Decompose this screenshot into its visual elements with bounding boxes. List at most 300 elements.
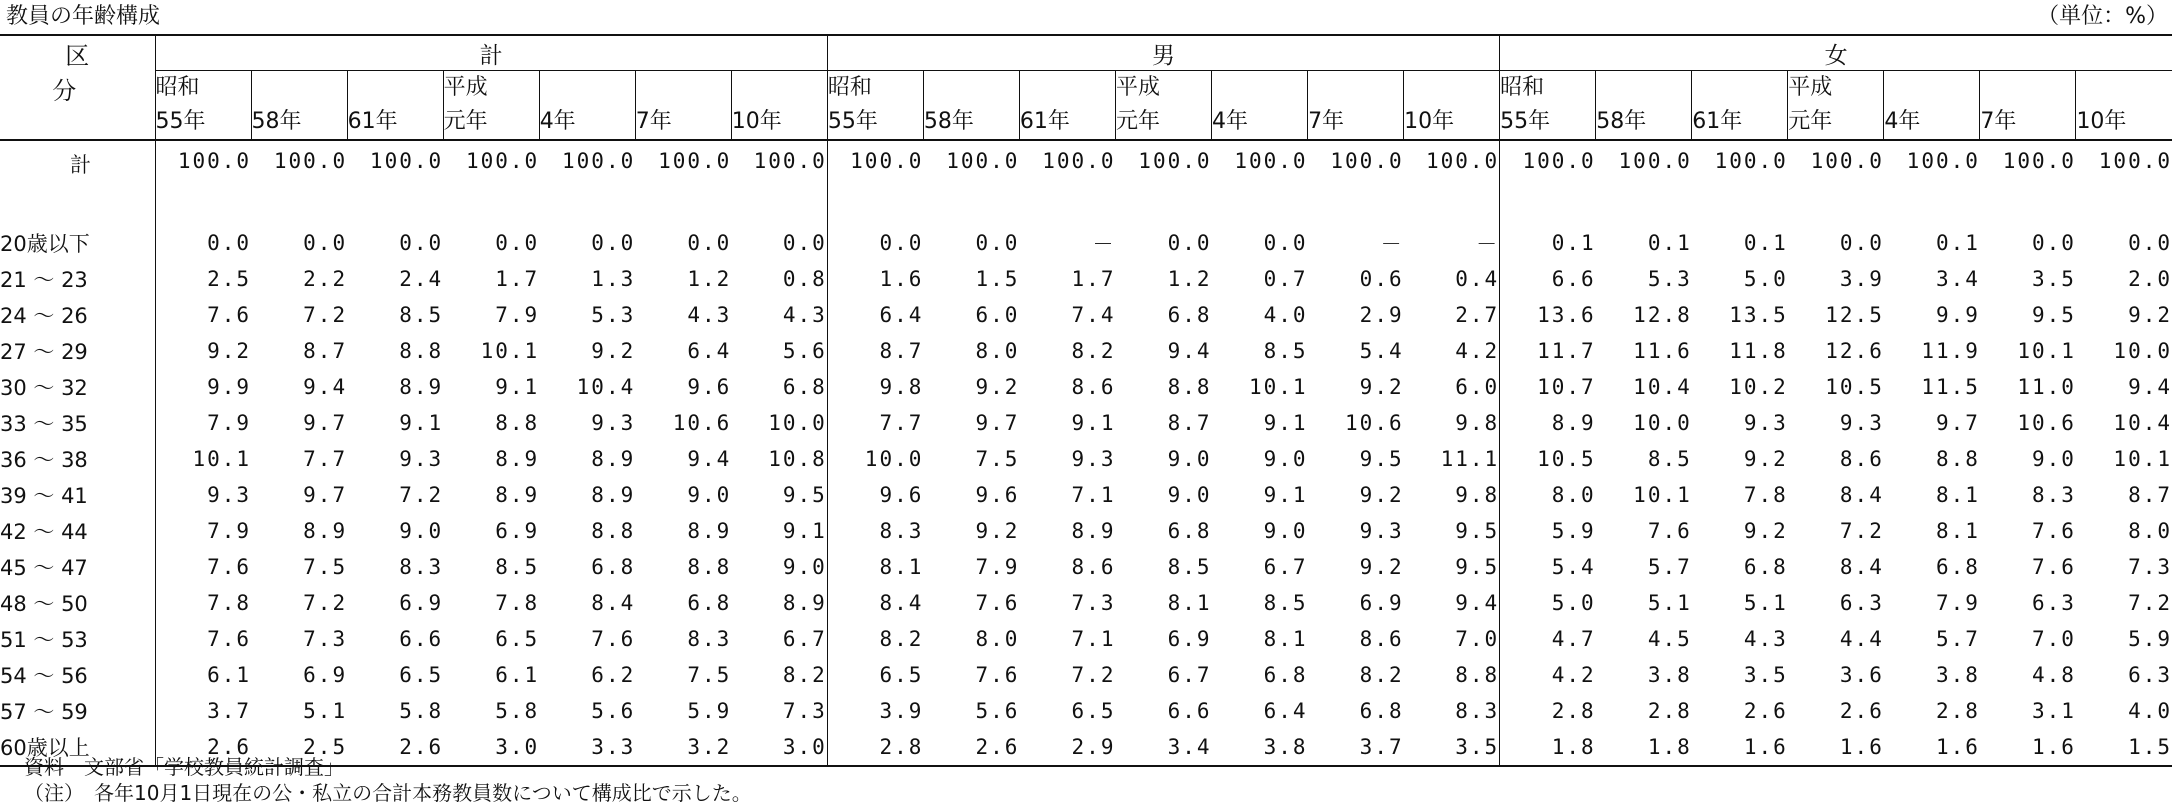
row-label: 計 [0,140,155,195]
year-header [1788,71,1884,141]
table-row [0,405,2172,441]
year-label: 4年 [539,109,576,134]
year-label: 7年 [1980,109,2017,134]
table-cell: 10.6 [1345,411,1404,435]
table-cell: 4.0 [1263,303,1308,327]
year-header [1692,71,1788,141]
table-cell: 3.4 [1115,729,1211,766]
table-cell: 5.4 [1359,339,1404,363]
table-cell: 1.6 [1692,729,1788,766]
year-era-label [1212,71,1307,105]
table-cell: 100.0 [1234,149,1308,173]
table-cell: 1.3 [591,267,636,291]
table-cell: 0.0 [975,231,1020,255]
year-label: 7年 [635,109,672,134]
table-cell: 5.0 [1500,585,1596,621]
table-cell: 6.8 [1167,519,1212,543]
table-cell: 4.2 [1500,657,1596,693]
spacer-cell [347,195,443,225]
row-label: 24 ～ 26 [0,297,155,333]
table-cell: 6.9 [1359,591,1404,615]
table-cell: 12.6 [1825,339,1884,363]
table-cell: － [1092,232,1116,256]
table-cell: 9.0 [782,555,827,579]
table-cell: 8.4 [591,591,636,615]
year-label: 61年 [1692,109,1743,134]
table-cell: 0.0 [1839,231,1884,255]
table-cell: 2.8 [1935,699,1980,723]
table-cell: 3.7 [1308,729,1404,766]
table-cell: 100.0 [1714,149,1788,173]
table-cell: 8.1 [827,549,923,585]
table-cell: 8.2 [827,621,923,657]
table-cell: 5.7 [1647,555,1692,579]
row-label: 21 ～ 23 [0,261,155,297]
table-cell: 8.2 [1359,663,1404,687]
table-cell: 5.6 [591,699,636,723]
table-cell: 100.0 [1810,149,1884,173]
table-cell: 8.8 [687,555,732,579]
table-cell: 1.2 [1167,267,1212,291]
table-cell: 5.7 [1935,627,1980,651]
table-cell: 9.6 [975,483,1020,507]
table-cell: 8.5 [495,555,540,579]
table-cell: 4.4 [1839,627,1884,651]
table-cell: 3.1 [2032,699,2076,723]
table-cell: 8.6 [1359,627,1404,651]
year-header [1500,71,1596,141]
table-cell: 6.7 [782,627,827,651]
table-cell: 8.8 [591,519,636,543]
table-cell: 6.4 [1263,699,1308,723]
table-cell: 9.2 [1743,447,1788,471]
table-cell: 3.5 [1743,663,1788,687]
year-header [827,71,923,141]
table-cell: 6.8 [591,555,636,579]
table-cell: 6.2 [591,663,636,687]
table-row [0,621,2172,657]
table-cell: 7.6 [975,663,1020,687]
table-cell: 8.1 [1935,483,1980,507]
year-era-label [1596,71,1691,105]
table-cell: 9.2 [1359,375,1404,399]
year-era-label [924,71,1019,105]
table-cell: 4.7 [1500,621,1596,657]
year-era-label [1692,71,1787,105]
table-cell: 100.0 [1500,140,1596,195]
table-cell: 8.2 [1071,339,1116,363]
year-header [347,71,443,141]
table-cell: 8.8 [399,339,444,363]
spacer-cell [1788,195,1884,225]
table-cell: 8.8 [1935,447,1980,471]
table-cell: 6.9 [399,591,444,615]
table-cell: 8.7 [1167,411,1212,435]
table-cell: 9.2 [975,375,1020,399]
table-cell: 2.5 [251,729,347,766]
spacer-cell [1980,195,2076,225]
table-row [0,693,2172,729]
table-cell: 6.7 [1263,555,1308,579]
table-cell: 7.5 [687,663,732,687]
table-cell: 9.9 [155,369,251,405]
spacer-cell [1884,195,1980,225]
table-cell: 2.8 [827,729,923,766]
table-cell: 8.3 [827,513,923,549]
table-cell: 8.9 [399,375,444,399]
table-row [0,297,2172,333]
table-cell: 4.5 [1647,627,1692,651]
table-cell: 10.0 [827,441,923,477]
table-cell: 8.4 [1839,483,1884,507]
table-cell: 1.6 [1884,729,1980,766]
table-cell: 7.6 [155,549,251,585]
year-label: 元年 [1115,109,1160,134]
table-cell: 5.4 [1500,549,1596,585]
table-cell: 9.2 [1359,555,1404,579]
year-era-label [1404,71,1499,105]
table-cell: 6.7 [1167,663,1212,687]
spacer-cell [1115,195,1211,225]
year-header [1980,71,2076,141]
table-cell: 6.5 [399,663,444,687]
table-cell: 9.8 [1455,483,1500,507]
table-cell: 2.6 [923,729,1019,766]
table-cell: 8.7 [303,339,348,363]
table-cell: 6.6 [1500,261,1596,297]
year-label: 58年 [251,109,302,134]
table-cell: 3.8 [1935,663,1980,687]
year-header-row [0,71,2172,141]
year-label: 58年 [923,109,974,134]
table-cell: 9.7 [303,483,348,507]
table-cell: 9.3 [399,447,444,471]
table-cell: 7.2 [1071,663,1116,687]
table-cell: 2.6 [1839,699,1884,723]
table-cell: 11.0 [2017,375,2076,399]
table-cell: 6.3 [1839,591,1884,615]
group-header-row [0,35,2172,71]
year-header [155,71,251,141]
table-cell: 9.1 [1263,483,1308,507]
table-cell: 6.8 [782,375,827,399]
table-cell: 2.4 [399,267,444,291]
table-cell: 7.3 [782,699,827,723]
table-cell: 3.7 [155,693,251,729]
table-cell: 9.6 [687,375,732,399]
table-cell: 7.4 [1071,303,1116,327]
year-header [1115,71,1211,141]
table-cell: 3.0 [731,729,827,766]
table-cell: 0.0 [155,225,251,261]
year-label: 元年 [1788,109,1833,134]
table-cell: 4.8 [2032,663,2076,687]
table-cell: 9.4 [1455,591,1500,615]
table-cell: 9.3 [1359,519,1404,543]
table-cell: 10.2 [1729,375,1788,399]
table-cell: 9.8 [1455,411,1500,435]
table-cell: 0.0 [1263,231,1308,255]
table-cell: 9.5 [2032,303,2076,327]
table-cell: 100.0 [1042,149,1116,173]
table-cell: 5.0 [1743,267,1788,291]
footnote: （注） 各年10月1日現在の公・私立の合計本務教員数について構成比で示した。 [24,781,752,805]
year-label: 58年 [1596,109,1647,134]
table-cell: 0.7 [1263,267,1308,291]
table-cell: 8.2 [782,663,827,687]
table-cell: 0.1 [1647,231,1692,255]
table-cell: 9.1 [495,375,540,399]
table-cell: 10.6 [672,411,732,435]
table-cell: 9.5 [782,483,827,507]
table-cell: 5.1 [1743,591,1788,615]
table-cell: 8.3 [1455,699,1500,723]
table-cell: 8.8 [1455,663,1500,687]
table-cell: 9.2 [1359,483,1404,507]
spacer-cell [1692,195,1788,225]
table-cell: 0.0 [2128,231,2172,255]
table-cell: 10.4 [1633,375,1692,399]
table-cell: 9.0 [1167,483,1212,507]
row-label: 20歳以下 [0,225,155,261]
table-cell: 8.0 [1500,477,1596,513]
year-label: 4年 [1884,109,1921,134]
year-era-label [540,71,635,105]
table-cell: 8.6 [1071,375,1116,399]
table-cell: 9.4 [2128,375,2172,399]
year-label: 7年 [1308,109,1345,134]
table-cell: 10.1 [1248,375,1308,399]
table-cell: 9.9 [1935,303,1980,327]
table-cell: 2.6 [1743,699,1788,723]
table-cell: 0.1 [1935,231,1980,255]
table-cell: 4.3 [782,303,827,327]
table-cell: 2.6 [155,729,251,766]
table-cell: 3.0 [443,729,539,766]
year-era-label: 昭和 [155,75,200,100]
row-label: 42 ～ 44 [0,513,155,549]
row-label: 45 ～ 47 [0,549,155,585]
table-cell: 10.5 [1500,441,1596,477]
table-cell: 9.5 [1455,519,1500,543]
spacer-cell [0,195,155,225]
table-cell: 10.0 [1633,411,1692,435]
table-cell: 2.9 [1019,729,1115,766]
table-cell: 100.0 [465,149,540,173]
table-cell: 2.8 [1647,699,1692,723]
spacer-cell [1596,195,1692,225]
year-era-label [1884,71,1979,105]
table-cell: 9.5 [1359,447,1404,471]
table-cell: 0.6 [1359,267,1404,291]
table-cell: 7.6 [2032,555,2076,579]
year-era-label [2076,71,2172,105]
table-cell: 2.5 [155,261,251,297]
spacer-cell [1500,195,1596,225]
spacer-cell [635,195,731,225]
table-cell: 5.9 [2128,627,2172,651]
table-cell: 9.7 [1935,411,1980,435]
table-row [0,657,2172,693]
table-cell: 10.1 [2113,447,2172,471]
spacer-cell [1404,195,1500,225]
spacer-cell [1019,195,1115,225]
table-cell: 7.6 [591,627,636,651]
table-cell: 4.3 [1743,627,1788,651]
table-row [0,513,2172,549]
table-cell: 3.2 [635,729,731,766]
table-cell: 12.8 [1633,303,1692,327]
spacer-cell [443,195,539,225]
table-cell: 100.0 [562,149,636,173]
table-cell: 100.0 [273,149,348,173]
table-cell: 1.8 [1500,729,1596,766]
table-cell: 7.3 [303,627,348,651]
table-cell: 6.8 [1359,699,1404,723]
table-cell: 4.2 [1455,339,1500,363]
year-header [923,71,1019,141]
table-cell: 8.9 [687,519,732,543]
table-cell: 3.8 [1212,729,1308,766]
table-cell: 6.3 [2032,591,2076,615]
table-cell: 8.9 [495,447,540,471]
table-cell: 7.5 [303,555,348,579]
table-cell: 8.0 [2128,519,2172,543]
table-cell: 7.9 [1935,591,1980,615]
table-cell: 9.1 [1071,411,1116,435]
table-cell: 6.9 [495,519,540,543]
table-cell: 8.5 [1647,447,1692,471]
year-header [635,71,731,141]
table-cell: 5.8 [495,699,540,723]
table-cell: 6.0 [1455,375,1500,399]
table-cell: 9.4 [303,375,348,399]
table-cell: 8.3 [687,627,732,651]
year-label: 61年 [347,109,398,134]
table-cell: 8.1 [1935,519,1980,543]
table-cell: 6.4 [687,339,732,363]
table-cell: 9.0 [2032,447,2076,471]
year-label: 55年 [155,109,206,134]
spacer-cell [827,195,923,225]
table-cell: 4.3 [687,303,732,327]
table-cell: 7.0 [1455,627,1500,651]
table-cell: 6.9 [1167,627,1212,651]
table-cell: 9.3 [1839,411,1884,435]
year-label: 4年 [1212,109,1249,134]
row-label: 48 ～ 50 [0,585,155,621]
table-cell: 7.9 [975,555,1020,579]
table-cell: 9.2 [2128,303,2172,327]
table-cell: 9.6 [827,477,923,513]
table-cell: 7.2 [399,483,444,507]
table-cell: 0.0 [687,231,732,255]
table-cell: 3.5 [1404,729,1500,766]
table-cell: 7.2 [303,303,348,327]
table-cell: 1.7 [495,267,540,291]
year-header [1884,71,1980,141]
table-cell: 0.0 [495,231,540,255]
table-cell: 6.6 [1167,699,1212,723]
table-cell: 1.8 [1596,729,1692,766]
table-cell: 100.0 [2098,149,2172,173]
table-row [0,369,2172,405]
table-cell: 12.5 [1825,303,1884,327]
table-cell: 7.8 [495,591,540,615]
table-cell: 7.7 [303,447,348,471]
year-label: 10年 [731,109,782,134]
table-cell: 100.0 [155,140,251,195]
year-era-label [1308,71,1403,105]
table-cell: 6.5 [495,627,540,651]
table-cell: 6.4 [827,297,923,333]
table-cell: 8.7 [2128,483,2172,507]
table-cell: 7.6 [1647,519,1692,543]
table-cell: 100.0 [2002,149,2076,173]
table-cell: 9.2 [155,333,251,369]
row-label: 51 ～ 53 [0,621,155,657]
table-cell: 7.2 [1839,519,1884,543]
table-cell: 1.5 [2076,729,2172,766]
table-cell: 0.1 [1500,225,1596,261]
spacer-cell [1308,195,1404,225]
spacer-cell [923,195,1019,225]
table-cell: 5.9 [687,699,732,723]
table-row [0,261,2172,297]
table-cell: 9.2 [1743,519,1788,543]
table-cell: 6.8 [1167,303,1212,327]
table-cell: 9.7 [975,411,1020,435]
year-header [1596,71,1692,141]
row-label: 36 ～ 38 [0,441,155,477]
table-cell: 10.4 [576,375,636,399]
table-cell: 1.7 [1071,267,1116,291]
table-cell: 7.3 [1071,591,1116,615]
year-era-label [636,71,731,105]
table-row [0,333,2172,369]
year-header [1404,71,1500,141]
row-label: 54 ～ 56 [0,657,155,693]
table-cell: 7.2 [303,591,348,615]
table-row [0,441,2172,477]
row-header-label: 区 分 [0,35,155,140]
total-row [0,140,2172,195]
table-cell: 11.9 [1921,339,1980,363]
table-row [0,225,2172,261]
table-cell: 2.8 [1500,693,1596,729]
table-cell: 9.2 [591,339,636,363]
year-era-label [1980,71,2075,105]
table-cell: 3.8 [1647,663,1692,687]
table-cell: 1.6 [827,261,923,297]
table-cell: 8.3 [399,555,444,579]
year-header [539,71,635,141]
table-cell: 6.8 [1935,555,1980,579]
year-label: 10年 [1404,109,1455,134]
table-cell: 5.9 [1500,513,1596,549]
spacer-cell [155,195,251,225]
table-cell: 7.9 [495,303,540,327]
table-cell: 6.8 [1263,663,1308,687]
table-cell: 6.1 [495,663,540,687]
table-cell: 100.0 [1618,149,1692,173]
table-cell: 4.0 [2128,699,2172,723]
table-cell: 2.2 [303,267,348,291]
table-cell: 100.0 [369,149,444,173]
table-cell: 10.1 [2017,339,2076,363]
table-cell: 7.6 [2032,519,2076,543]
table-cell: 2.7 [1455,303,1500,327]
